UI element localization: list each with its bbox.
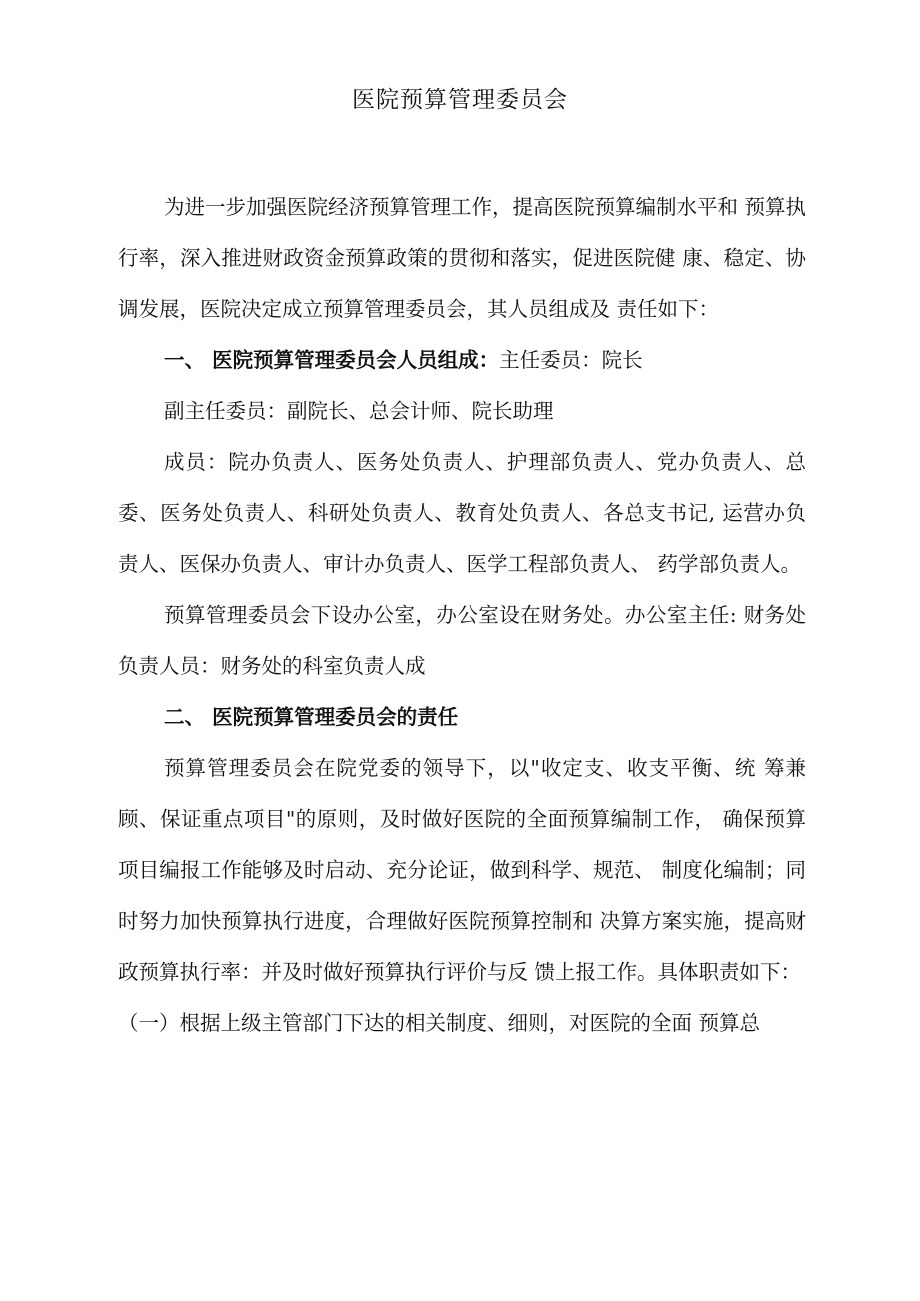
- section-1-heading-line: [118, 335, 806, 386]
- responsibilities-paragraph: 预算管理委员会在院党委的领导下，以"收定支、收支平衡、统 筹兼顾、保证重点项目"的原则，及时做好医院的全面预算编制工作， 确保预算项目编报工作能够及时启动、充分论证，做到科学、规范、 制度化编制；同时努力加快预算执行进度，合理做好医院预算控制和 决算方案实施，提高财政预算执行率：并及时做好预算执行评价与反 馈上报工作。具体职责如下：: [118, 756, 806, 984]
- members-paragraph: 成员：院办负责人、医务处负责人、护理部负责人、党办负责人、总委、医务处负责人、科研处负责人、教育处负责人、各总支书记, 运营办负责人、医保办负责人、审计办负责人、医学工程部负责人、 药学部负责人。: [118, 450, 806, 576]
- document-title: 医院预算管理委员会: [352, 87, 568, 113]
- section-2-heading-line: [118, 692, 806, 743]
- intro-paragraph: 为进一步加强医院经济预算管理工作，提高医院预算编制水平和 预算执行率，深入推进财政资金预算政策的贯彻和落实，促进医院健 康、稳定、协调发展，医院决定成立预算管理委员会，其人员组成及 责任如下：: [118, 195, 807, 321]
- document-body: [118, 182, 806, 1049]
- item-1-paragraph: （一）根据上级主管部门下达的相关制度、细则，对医院的全面 预算总: [118, 1011, 761, 1035]
- section-2-heading: 二、 医院预算管理委员会的责任: [164, 705, 459, 729]
- deputy-directors-paragraph: 副主任委员：副院长、总会计师、院长助理: [164, 399, 554, 423]
- office-paragraph: 预算管理委员会下设办公室，办公室设在财务处。办公室主任: 财务处负责人员：财务处的科室负责人成: [118, 603, 806, 678]
- section-1-heading: 一、 医院预算管理委员会人员组成：: [164, 348, 500, 372]
- director-line: 主任委员：院长: [499, 348, 643, 372]
